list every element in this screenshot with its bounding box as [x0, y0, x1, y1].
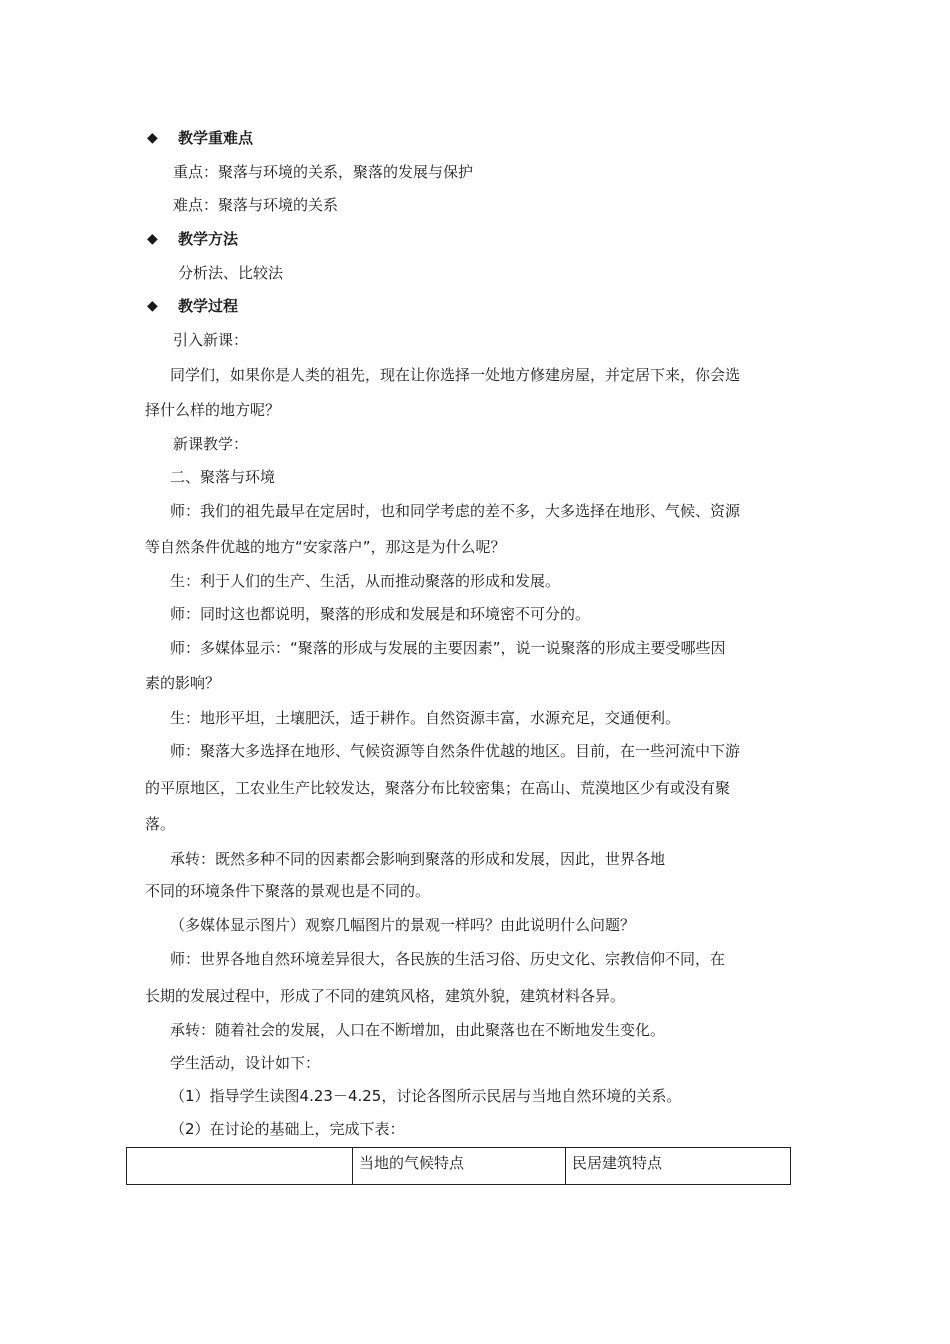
- body-line: 承转：既然多种不同的因素都会影响到聚落的形成和发展，因此，世界各地: [170, 850, 666, 868]
- body-line: 师：多媒体显示：“聚落的形成与发展的主要因素”，说一说聚落的形成主要受哪些因: [170, 639, 726, 657]
- table-header-cell-climate: 当地的气候特点: [353, 1148, 566, 1185]
- diamond-bullet-icon: ◆: [147, 130, 158, 146]
- diamond-bullet-icon: ◆: [147, 298, 158, 314]
- methods-text: 分析法、比较法: [178, 264, 284, 282]
- section-title-key-points: 教学重难点: [178, 129, 254, 147]
- body-line: 引入新课：: [173, 331, 249, 349]
- body-line: 落。: [145, 815, 176, 833]
- body-line: 的平原地区，工农业生产比较发达，聚落分布比较密集；在高山、荒漠地区少有或没有聚: [145, 779, 731, 797]
- difficulty-line: 难点：聚落与环境的关系: [173, 196, 339, 214]
- body-line: 师：同时这也都说明，聚落的形成和发展是和环境密不可分的。: [170, 605, 591, 623]
- body-line: 学生活动，设计如下：: [170, 1054, 321, 1072]
- body-line: （1）指导学生读图4.23－4.25，讨论各图所示民居与当地自然环境的关系。: [170, 1087, 682, 1105]
- body-line: 不同的环境条件下聚落的景观也是不同的。: [145, 882, 431, 900]
- body-line: （2）在讨论的基础上，完成下表：: [170, 1120, 405, 1138]
- body-line: 承转：随着社会的发展，人口在不断增加，由此聚落也在不断地发生变化。: [170, 1021, 666, 1039]
- section-title-process: 教学过程: [178, 297, 239, 315]
- section-title-methods: 教学方法: [178, 230, 239, 248]
- table-header-cell-empty: [127, 1148, 353, 1185]
- body-line: 师：世界各地自然环境差异很大，各民族的生活习俗、历史文化、宗教信仰不同，在: [170, 950, 726, 968]
- body-line: 二、聚落与环境: [170, 468, 276, 486]
- body-line: （多媒体显示图片）观察几幅图片的景观一样吗？由此说明什么问题？: [170, 916, 636, 934]
- body-line: 同学们，如果你是人类的祖先，现在让你选择一处地方修建房屋，并定居下来，你会选: [170, 366, 741, 384]
- climate-housing-table: [126, 1147, 791, 1185]
- body-line: 新课教学：: [173, 435, 249, 453]
- body-line: 生：利于人们的生产、生活，从而推动聚落的形成和发展。: [170, 572, 561, 590]
- focus-line: 重点：聚落与环境的关系，聚落的发展与保护: [173, 163, 474, 181]
- body-line: 素的影响？: [145, 674, 221, 692]
- body-line: 择什么样的地方呢？: [145, 401, 281, 419]
- body-line: 师：聚落大多选择在地形、气候资源等自然条件优越的地区。目前，在一些河流中下游: [170, 742, 741, 760]
- body-line: 生：地形平坦，土壤肥沃，适于耕作。自然资源丰富，水源充足，交通便利。: [170, 709, 681, 727]
- table-header-cell-housing: 民居建筑特点: [566, 1148, 791, 1185]
- body-line: 师：我们的祖先最早在定居时，也和同学考虑的差不多，大多选择在地形、气候、资源: [170, 502, 741, 520]
- body-line: 等自然条件优越的地方“安家落户”，那这是为什么呢？: [145, 538, 506, 556]
- table-header-row: [127, 1148, 791, 1185]
- body-line: 长期的发展过程中，形成了不同的建筑风格，建筑外貌，建筑材料各异。: [145, 987, 626, 1005]
- diamond-bullet-icon: ◆: [147, 231, 158, 247]
